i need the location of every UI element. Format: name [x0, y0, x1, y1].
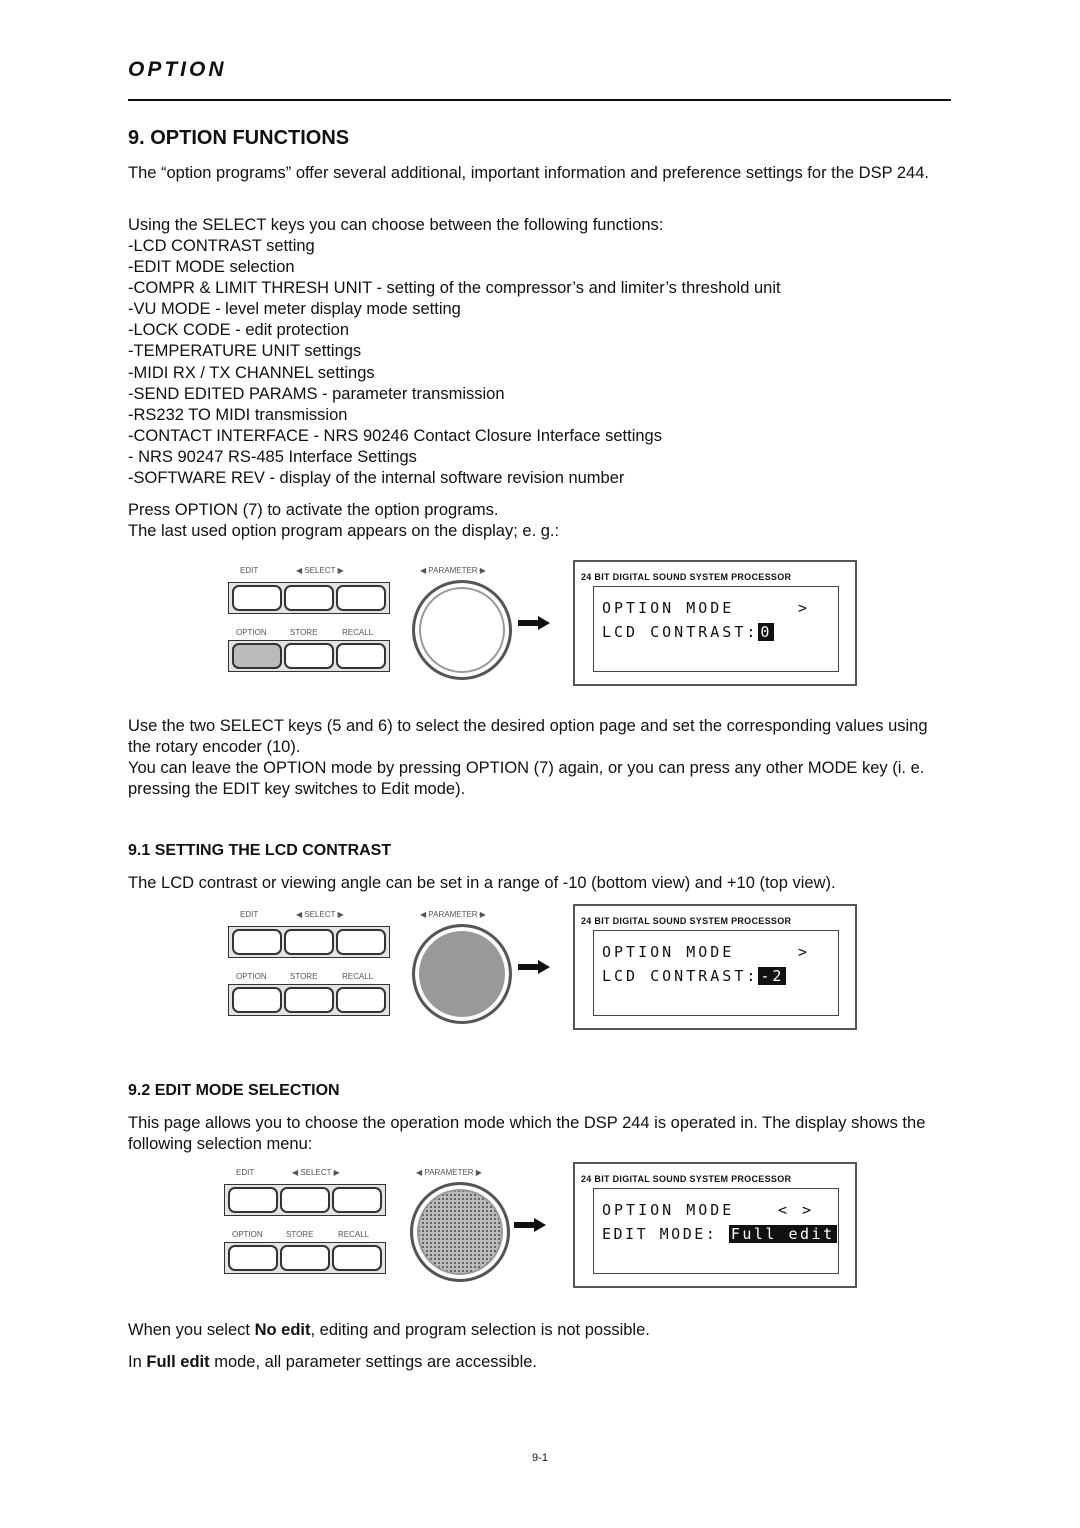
lcd-display [573, 560, 857, 686]
recall-label: RECALL [338, 1230, 370, 1239]
rotary-encoder[interactable] [412, 924, 512, 1024]
lcd-line-2 [602, 1225, 837, 1243]
recall-button[interactable] [336, 987, 386, 1013]
select-right-button[interactable] [336, 929, 386, 955]
lcd-value: 0 [760, 623, 773, 641]
select-label: ◀ SELECT ▶ [296, 566, 344, 575]
option-button[interactable] [232, 643, 282, 669]
last-used-text: The last used option program appears on the display; e. g.: [128, 522, 560, 540]
recall-label: RECALL [342, 628, 374, 637]
edit-button[interactable] [228, 1187, 278, 1213]
lcd-value: Full edit [730, 1225, 835, 1243]
full-edit-post: mode, all parameter settings are accessible. [209, 1353, 538, 1371]
lcd-line-2 [602, 623, 774, 641]
rotary-encoder[interactable] [412, 580, 512, 680]
option-label: OPTION [232, 1230, 263, 1239]
option-label: OPTION [236, 972, 267, 981]
section-9-2-text: This page allows you to choose the operation mode which the DSP 244 is operated in. The display shows the following selection menu: [128, 1114, 926, 1153]
lcd-window [593, 1188, 839, 1274]
lcd-line-1 [602, 1201, 815, 1219]
intro-paragraph: The “option programs” offer several additional, important information and preference settings for the DSP 244. [128, 164, 929, 182]
page-title: 9. OPTION FUNCTIONS [128, 127, 350, 149]
section-9-2-title: 9.2 EDIT MODE SELECTION [128, 1082, 340, 1099]
list-item: -RS232 TO MIDI transmission [128, 405, 348, 424]
lcd-nav-indicator: > [798, 943, 811, 961]
lcd-window [593, 930, 839, 1016]
parameter-label-text: PARAMETER [428, 566, 478, 575]
lcd-mode-text: OPTION MODE [602, 943, 735, 961]
section-9-1-title: 9.1 SETTING THE LCD CONTRAST [128, 842, 392, 859]
edit-button[interactable] [232, 585, 282, 611]
select-label-text: SELECT [304, 566, 336, 575]
function-list [128, 236, 781, 489]
edit-label: EDIT [240, 910, 259, 919]
option-button[interactable] [232, 987, 282, 1013]
no-edit-term: No edit [254, 1321, 311, 1339]
lcd-header: 24 BIT DIGITAL SOUND SYSTEM PROCESSOR [581, 572, 792, 582]
store-button[interactable] [284, 987, 334, 1013]
list-item: - NRS 90247 RS-485 Interface Settings [128, 447, 417, 466]
lcd-window [593, 586, 839, 672]
full-edit-paragraph [128, 1352, 958, 1373]
edit-label: EDIT [240, 566, 259, 575]
header-rule [128, 99, 951, 101]
full-edit-pre: In [128, 1353, 147, 1371]
page-number: 9-1 [532, 1452, 548, 1464]
lcd-mode-text: OPTION MODE [602, 1201, 735, 1219]
lcd-param-text: LCD CONTRAST: [602, 623, 759, 641]
store-label: STORE [286, 1230, 314, 1239]
list-item: -SOFTWARE REV - display of the internal software revision number [128, 469, 625, 488]
full-edit-term: Full edit [146, 1353, 210, 1371]
select-label: ◀ SELECT ▶ [292, 1168, 340, 1177]
parameter-label-text: PARAMETER [424, 1168, 474, 1177]
select-right-button[interactable] [336, 585, 386, 611]
store-button[interactable] [280, 1245, 330, 1271]
store-button[interactable] [284, 643, 334, 669]
list-item: -TEMPERATURE UNIT settings [128, 342, 362, 361]
select-left-button[interactable] [280, 1187, 330, 1213]
select-left-button[interactable] [284, 929, 334, 955]
lcd-nav-indicator: > [798, 599, 811, 617]
list-item: -MIDI RX / TX CHANNEL settings [128, 363, 375, 382]
lcd-display [573, 904, 857, 1030]
no-edit-paragraph [128, 1320, 958, 1341]
select-label-text: SELECT [300, 1168, 332, 1177]
rotary-encoder[interactable] [410, 1182, 510, 1282]
store-label: STORE [290, 628, 318, 637]
section-header: OPTION [128, 58, 227, 81]
arrow-right-icon [514, 1218, 546, 1232]
section-9-1-text: The LCD contrast or viewing angle can be set in a range of -10 (bottom view) and +10 (top view). [128, 874, 836, 892]
edit-label: EDIT [236, 1168, 255, 1177]
edit-button[interactable] [232, 929, 282, 955]
list-item: -LOCK CODE - edit protection [128, 321, 349, 340]
parameter-label: ◀ PARAMETER ▶ [420, 910, 486, 919]
select-intro: Using the SELECT keys you can choose between the following functions: [128, 216, 664, 234]
lcd-mode-text: OPTION MODE [602, 599, 735, 617]
lcd-display [573, 1162, 857, 1288]
select-left-button[interactable] [284, 585, 334, 611]
select-label-text: SELECT [304, 910, 336, 919]
lcd-param-text: EDIT MODE: [602, 1225, 718, 1243]
lcd-nav-indicator: < > [778, 1201, 815, 1219]
figure-option-lcd-contrast-minus2 [228, 904, 868, 1034]
recall-button[interactable] [336, 643, 386, 669]
recall-label: RECALL [342, 972, 374, 981]
list-item: -SEND EDITED PARAMS - parameter transmission [128, 384, 505, 403]
press-option-text: Press OPTION (7) to activate the option programs. [128, 501, 499, 519]
leave-option-text: You can leave the OPTION mode by pressing OPTION (7) again, or you can press any other MODE key (i. e. pressing the EDIT key switches to Edit mode). [128, 759, 925, 798]
no-edit-post: , editing and program selection is not possible. [310, 1321, 650, 1339]
arrow-right-icon [518, 616, 550, 630]
option-label: OPTION [236, 628, 267, 637]
select-label: ◀ SELECT ▶ [296, 910, 344, 919]
lcd-line-1 [602, 943, 811, 961]
parameter-label: ◀ PARAMETER ▶ [420, 566, 486, 575]
lcd-value: -2 [760, 967, 785, 985]
use-select-text: Use the two SELECT keys (5 and 6) to select the desired option page and set the corresponding values using the rotary encoder (10). [128, 717, 928, 756]
list-item: -VU MODE - level meter display mode setting [128, 300, 461, 319]
lcd-line-1 [602, 599, 811, 617]
lcd-header: 24 BIT DIGITAL SOUND SYSTEM PROCESSOR [581, 916, 792, 926]
lcd-header: 24 BIT DIGITAL SOUND SYSTEM PROCESSOR [581, 1174, 792, 1184]
parameter-label: ◀ PARAMETER ▶ [416, 1168, 482, 1177]
list-item: -CONTACT INTERFACE - NRS 90246 Contact Closure Interface settings [128, 426, 662, 445]
parameter-label-text: PARAMETER [428, 910, 478, 919]
arrow-right-icon [518, 960, 550, 974]
select-right-button[interactable] [332, 1187, 382, 1213]
figure-option-edit-mode [224, 1162, 864, 1292]
store-label: STORE [290, 972, 318, 981]
list-item: -LCD CONTRAST setting [128, 237, 315, 255]
option-button[interactable] [228, 1245, 278, 1271]
lcd-line-2 [602, 967, 786, 985]
list-item: -COMPR & LIMIT THRESH UNIT - setting of the compressor’s and limiter’s threshold unit [128, 279, 781, 298]
figure-option-lcd-contrast-0 [228, 560, 868, 690]
no-edit-pre: When you select [128, 1321, 255, 1339]
recall-button[interactable] [332, 1245, 382, 1271]
list-item: -EDIT MODE selection [128, 258, 295, 277]
lcd-param-text: LCD CONTRAST: [602, 967, 759, 985]
